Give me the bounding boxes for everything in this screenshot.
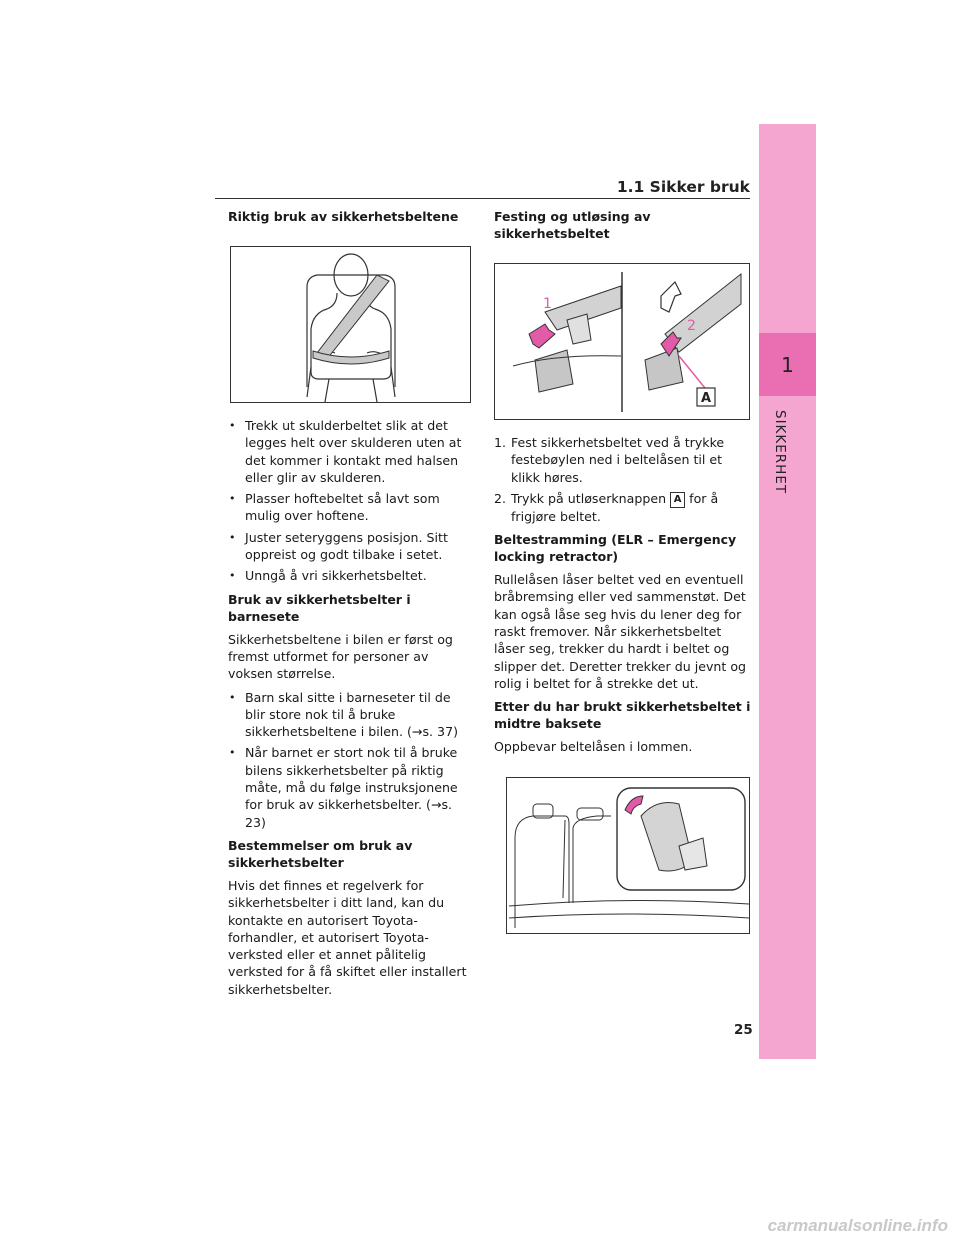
heading-correct-use: Riktig bruk av sikkerhetsbeltene: [228, 209, 459, 224]
step-text-post: for å frigjøre beltet.: [511, 490, 719, 524]
heading-elr: Beltestramming (ELR – Emergency locking retractor): [494, 532, 737, 565]
figure-seated-person: [230, 246, 471, 403]
page-number: 25: [734, 1022, 753, 1038]
list-item: • Når barnet er stort nok til å bruke bilens sikkerhetsbelter på riktig måte, må du følge instruksjonene for bruk av sikkerhetsbelter. (→s. 23): [228, 744, 473, 830]
step-label-1: 1: [543, 296, 552, 312]
bullet-list-belt-tips: [228, 417, 473, 585]
section-title: 1.1 Sikker bruk: [616, 178, 750, 196]
paragraph-child-seat: Sikkerhetsbeltene i bilen er først og fremst utformet for personer av voksen størrelse.: [228, 631, 453, 682]
paragraph-middle-rear-seat: Oppbevar beltelåsen i lommen.: [494, 739, 693, 755]
heading-regulations: Bestemmelser om bruk av sikkerhetsbelter: [228, 837, 413, 870]
buckle-illustration: [495, 264, 749, 419]
heading-middle-rear-seat: Etter du har brukt sikkerhetsbeltet i midtre baksete: [494, 699, 751, 732]
heading-fasten-release: Festing og utløsing av sikkerhetsbeltet: [494, 209, 651, 241]
heading-child-seat: Bruk av sikkerhetsbelter i barnesete: [228, 591, 411, 624]
callout-badge-a: A: [670, 492, 685, 508]
callout-a: A: [700, 391, 712, 406]
step-text-pre: Trykk på utløserknappen: [511, 490, 667, 506]
step-text: Fest sikkerhetsbeltet ved å trykke festebøylen ned i beltelåsen til et klikk høres.: [511, 435, 725, 485]
paragraph-regulations: Hvis det finnes et regelverk for sikkerhetsbelter i ditt land, kan du kontakte en autorisert Toyota-forhandler, et autorisert Toyota-verksted eller et annet pålitelig verksted for å få skiftet eller installert sikkerhetsbelter.: [228, 877, 467, 997]
list-item: [494, 490, 752, 525]
list-item: • Unngå å vri sikkerhetsbeltet.: [228, 567, 473, 584]
rear-seat-pocket-illustration: [507, 778, 749, 933]
step-number: 2.: [494, 490, 507, 506]
list-item: • Plasser hoftebeltet så lavt som mulig over hoftene.: [228, 490, 473, 525]
right-column: [494, 208, 752, 934]
figure-rear-seat: [506, 777, 750, 934]
steps-list: [494, 434, 752, 525]
chapter-tab: [759, 124, 816, 1059]
paragraph-elr: Rullelåsen låser beltet ved en eventuell bråbremsing eller ved sammenstøt. Det kan også låse seg hvis du lener deg for raskt fremover. Når sikkerhetsbeltet låser seg, trekker du hardt i beltet og slipper det. Deretter trekker du jevnt og rolig i beltet for å strekke det ut.: [494, 572, 747, 691]
list-item: [494, 434, 752, 486]
list-item: • Trekk ut skulderbeltet slik at det legges helt over skulderen uten at det kommer i kontakt med halsen eller glir av skulderen.: [228, 417, 473, 486]
step-number: 1.: [494, 435, 507, 450]
chapter-number: 1: [781, 353, 794, 377]
seatbelt-wearing-illustration: [231, 247, 470, 402]
list-item: • Barn skal sitte i barneseter til de blir store nok til å bruke sikkerhetsbeltene i bilen. (→s. 37): [228, 689, 473, 741]
figure-buckle: [494, 263, 750, 420]
header-rule: [215, 198, 750, 199]
watermark: carmanualsonline.info: [767, 1216, 948, 1235]
list-item: • Juster seteryggens posisjon. Sitt oppreist og godt tilbake i setet.: [228, 529, 473, 564]
chapter-label: SIKKERHET: [772, 410, 788, 495]
bullet-list-children: [228, 689, 473, 831]
step-label-2: 2: [687, 318, 696, 334]
left-column: [228, 208, 473, 998]
